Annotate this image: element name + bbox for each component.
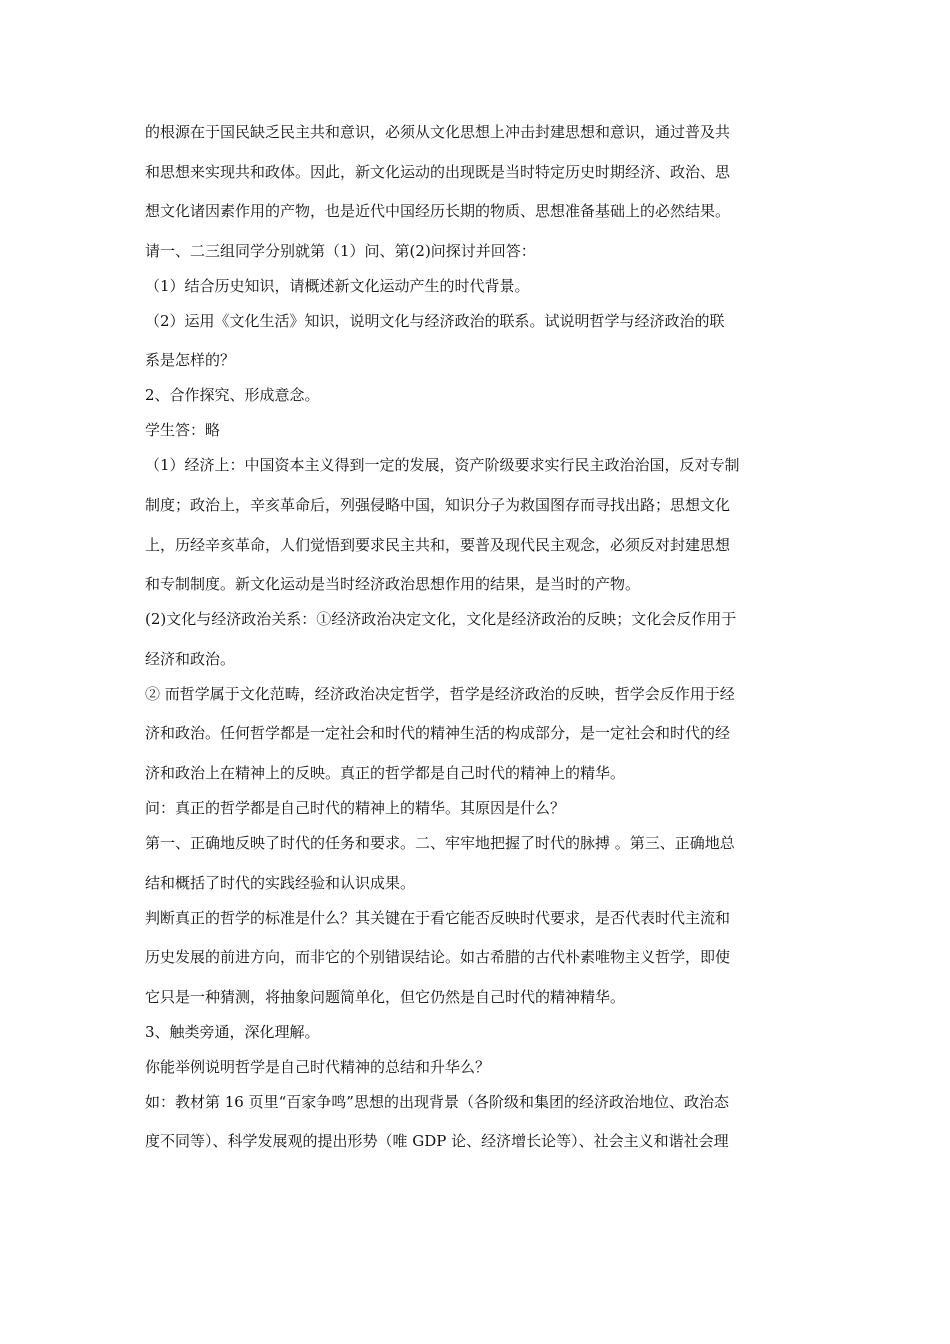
text-line: （1）结合历史知识，请概述新文化运动产生的时代背景。 bbox=[145, 276, 530, 295]
text-line: 和专制制度。新文化运动是当时经济政治思想作用的结果，是当时的产物。 bbox=[145, 575, 641, 594]
text-line: 历史发展的前进方向，而非它的个别错误结论。如古希腊的古代朴素唯物主义哲学，即使 bbox=[145, 948, 731, 967]
text-line: 度不同等）、科学发展观的提出形势（唯 GDP 论、经济增长论等）、社会主义和谐社会理 bbox=[145, 1132, 729, 1151]
text-line: 和思想来实现共和政体。因此，新文化运动的出现既是当时特定历史时期经济、政治、思 bbox=[145, 162, 731, 181]
text-line: 系是怎样的？ bbox=[145, 351, 236, 370]
text-line: 的根源在于国民缺乏民主共和意识，必须从文化思想上冲击封建思想和意识，通过普及共 bbox=[145, 123, 731, 141]
text-line: 你能举例说明哲学是自己时代精神的总结和升华么？ bbox=[145, 1057, 491, 1076]
text-line: 3、触类旁通，深化理解。 bbox=[145, 1022, 320, 1041]
text-line: 结和概括了时代的实践经验和认识成果。 bbox=[145, 873, 416, 892]
text-line: （1）经济上：中国资本主义得到一定的发展，资产阶级要求实行民主政治治国，反对专制 bbox=[145, 456, 740, 475]
text-line: （2）运用《文化生活》知识，说明文化与经济政治的联系。试说明哲学与经济政治的联 bbox=[145, 311, 725, 330]
text-line: 想文化诸因素作用的产物，也是近代中国经历长期的物质、思想准备基础上的必然结果。 bbox=[145, 202, 731, 221]
document-body bbox=[145, 122, 807, 1171]
text-line: 济和政治上在精神上的反映。真正的哲学都是自己时代的精神上的精华。 bbox=[145, 763, 626, 782]
text-line: (2)文化与经济政治关系：①经济政治决定文化，文化是经济政治的反映；文化会反作用于 bbox=[145, 610, 737, 629]
text-line: 制度；政治上，辛亥革命后，列强侵略中国，知识分子为救国图存而寻找出路；思想文化 bbox=[145, 495, 731, 514]
text-line: 上，历经辛亥革命，人们觉悟到要求民主共和，要普及现代民主观念，必须反对封建思想 bbox=[145, 535, 731, 554]
text-line: 济和政治。任何哲学都是一定社会和时代的精神生活的构成部分，是一定社会和时代的经 bbox=[145, 724, 731, 743]
text-line: 经济和政治。 bbox=[145, 649, 236, 668]
text-line: 第一、正确地反映了时代的任务和要求。二、牢牢地把握了时代的脉搏 。第三、正确地总 bbox=[145, 833, 735, 852]
text-line: 2、合作探究、形成意念。 bbox=[145, 386, 320, 405]
text-line: 它只是一种猜测，将抽象问题简单化，但它仍然是自己时代的精神精华。 bbox=[145, 987, 626, 1006]
text-line: 学生答：略 bbox=[145, 421, 221, 440]
text-line: ② 而哲学属于文化范畴，经济政治决定哲学，哲学是经济政治的反映，哲学会反作用于经 bbox=[145, 684, 735, 703]
text-line: 判断真正的哲学的标准是什么？其关键在于看它能否反映时代要求，是否代表时代主流和 bbox=[145, 908, 731, 927]
text-line: 如：教材第 16 页里“百家争鸣”思想的出现背景（各阶级和集团的经济政治地位、政治态 bbox=[145, 1092, 729, 1111]
text-line: 请一、二三组同学分别就第（1）问、第(2)问探讨并回答： bbox=[145, 241, 536, 260]
text-line: 问：真正的哲学都是自己时代的精神上的精华。其原因是什么？ bbox=[145, 798, 566, 817]
